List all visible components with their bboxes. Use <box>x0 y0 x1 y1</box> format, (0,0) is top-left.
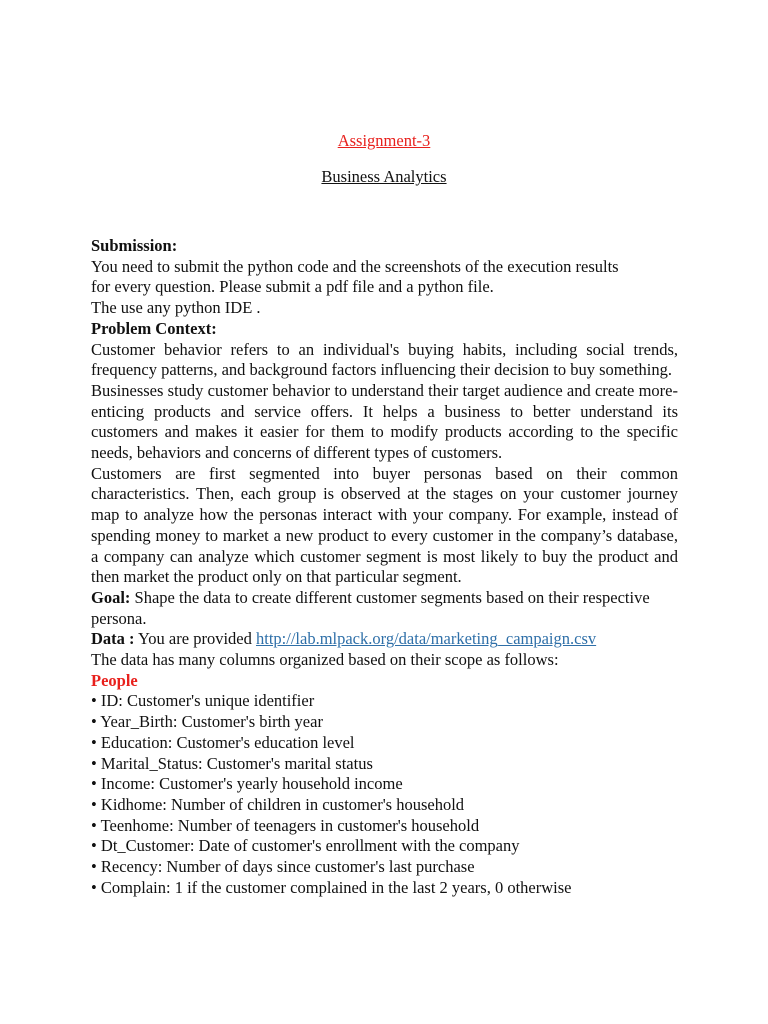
goal-label: Goal: <box>91 587 131 607</box>
list-item: • Income: Customer's yearly household income <box>91 774 403 794</box>
assignment-title: Assignment-3 <box>337 131 431 150</box>
list-item: • Education: Customer's education level <box>91 732 355 752</box>
course-title: Business Analytics <box>321 167 447 186</box>
dataset-link[interactable]: http://lab.mlpack.org/data/marketing_campaign.csv <box>255 629 597 649</box>
problem-context-heading: Problem Context: <box>91 318 217 338</box>
list-item: • Complain: 1 if the customer complained in the last 2 years, 0 otherwise <box>91 877 572 897</box>
list-item: • Teenhome: Number of teenagers in customer's household <box>91 815 480 835</box>
data-intro: The data has many columns organized based on their scope as follows: <box>91 650 559 670</box>
goal-paragraph <box>91 588 678 629</box>
people-heading: People <box>91 670 138 690</box>
submission-line-1: You need to submit the python code and the screenshots of the execution results <box>91 256 619 276</box>
list-item: • Dt_Customer: Date of customer's enrollment with the company <box>91 836 520 856</box>
problem-context-paragraph-2: Businesses study customer behavior to understand their target audience and create more-enticing products and service offers. It helps a business to better understand its customers and makes it easier for them to modify products according to the specific needs, behaviors and concerns of different types of customers. <box>91 380 678 463</box>
submission-heading: Submission: <box>91 236 178 255</box>
problem-context-paragraph-1: Customer behavior refers to an individual's buying habits, including social trends, frequency patterns, and background factors influencing their decision to buy something. <box>91 339 678 380</box>
list-item: • Year_Birth: Customer's birth year <box>91 712 323 732</box>
data-text: You are provided <box>134 629 256 649</box>
list-item: • Recency: Number of days since customer's last purchase <box>91 857 475 877</box>
document-body <box>91 236 678 899</box>
submission-line-2: for every question. Please submit a pdf file and a python file. <box>91 277 494 297</box>
list-item: • Marital_Status: Customer's marital status <box>91 753 373 773</box>
list-item: • ID: Customer's unique identifier <box>91 691 315 711</box>
data-paragraph <box>91 629 678 650</box>
goal-text: Shape the data to create different customer segments based on their respective persona. <box>91 587 650 628</box>
data-label: Data : <box>91 629 135 649</box>
people-column-list <box>91 691 678 898</box>
list-item: • Kidhome: Number of children in customer's household <box>91 794 465 814</box>
submission-line-3: The use any python IDE . <box>91 298 261 318</box>
problem-context-paragraph-3: Customers are first segmented into buyer personas based on their common characteristics. Then, each group is observed at the stages on your customer journey map to analyze how the personas interact with your company. For example, instead of spending money to market a new product to every customer in the company’s database, a company can analyze which customer segment is most likely to buy the product and then market the product only on that particular segment. <box>91 463 678 587</box>
